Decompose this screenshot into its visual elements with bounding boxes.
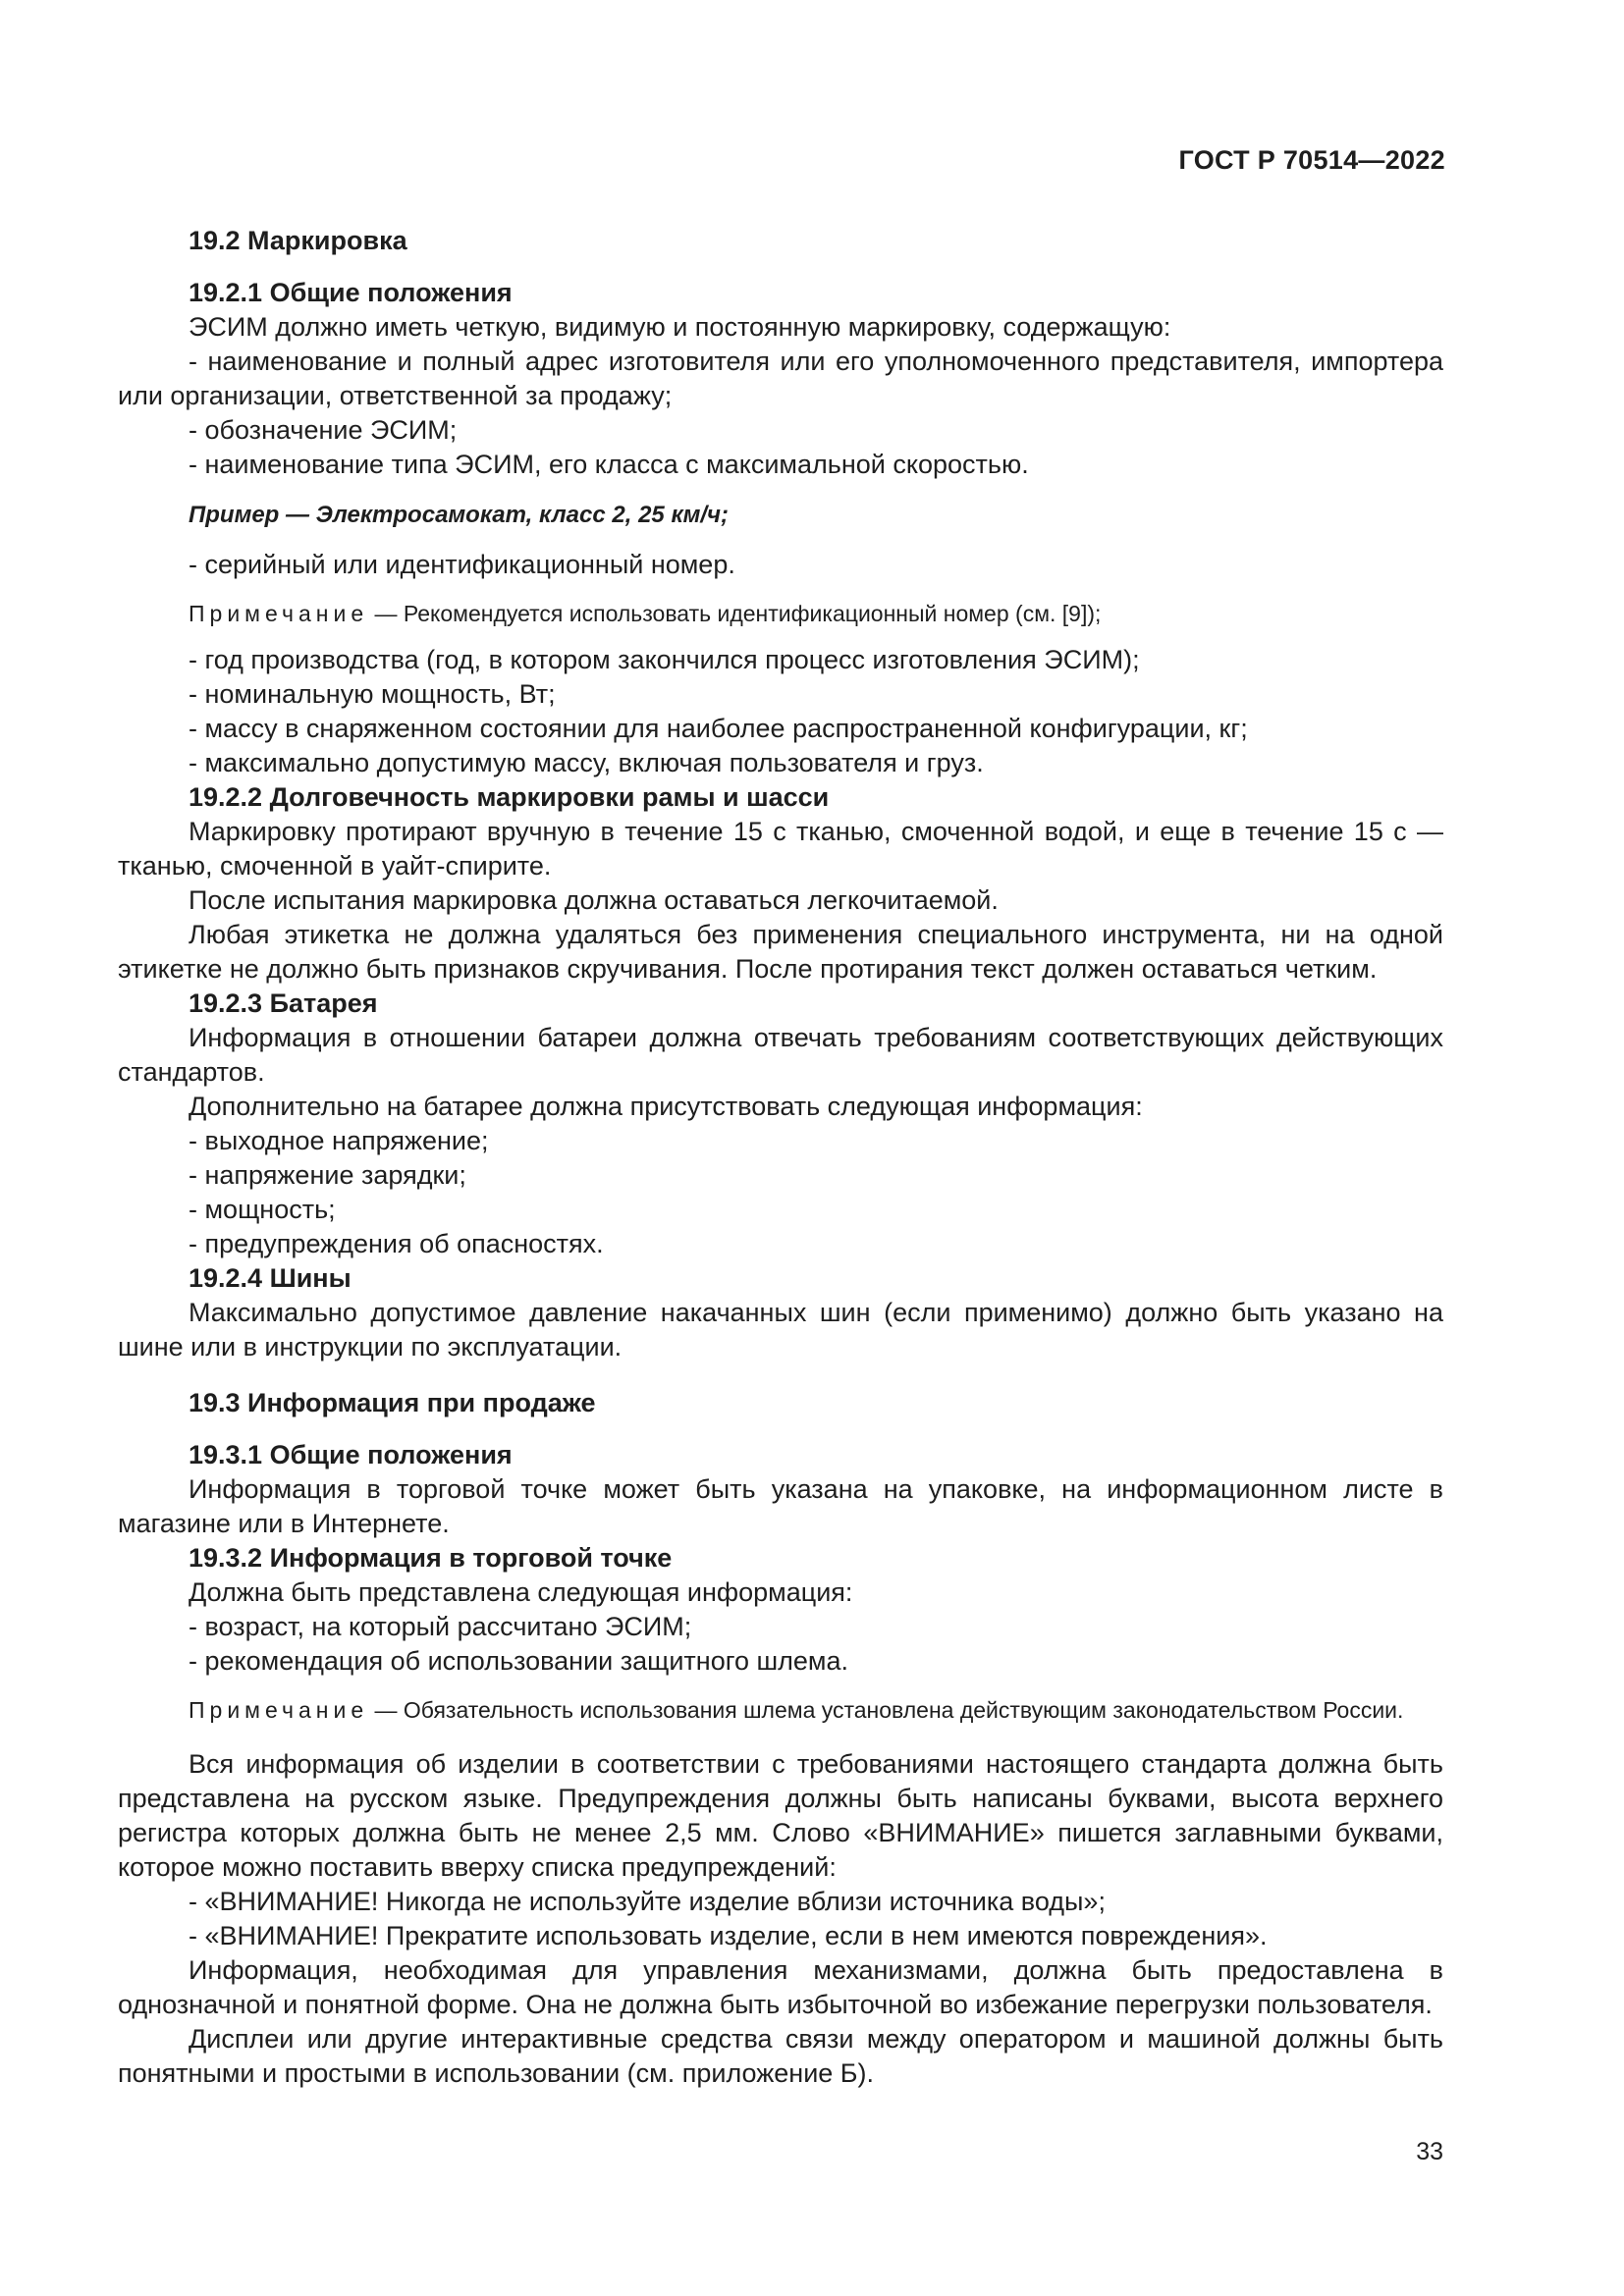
page-content — [118, 224, 1443, 2091]
subsection-heading-19-2-3: 19.2.3 Батарея — [189, 988, 378, 1018]
example-text: Пример — Электросамокат, класс 2, 25 км/ч; — [189, 502, 730, 528]
paragraph: После испытания маркировка должна оставаться легкочитаемой. — [189, 885, 999, 915]
note-label: Примечание — [189, 1697, 369, 1723]
note-text: — Обязательность использования шлема установлена действующим законодательством России. — [368, 1697, 1404, 1723]
paragraph: Дисплеи или другие интерактивные средства связи между оператором и машиной должны быть понятными и простыми в использовании (см. приложение Б). — [118, 2024, 1443, 2088]
list-item: - наименование и полный адрес изготовителя или его уполномоченного представителя, импортера или организации, ответственной за продажу; — [118, 347, 1443, 410]
document-code: ГОСТ Р 70514—2022 — [1178, 145, 1445, 175]
list-item: - массу в снаряженном состоянии для наиболее распространенной конфигурации, кг; — [189, 714, 1248, 743]
list-item: - «ВНИМАНИЕ! Никогда не используйте изделие вблизи источника воды»; — [189, 1887, 1106, 1916]
note-label: Примечание — [189, 601, 369, 626]
section-heading-19-2: 19.2 Маркировка — [189, 226, 407, 255]
list-item: - выходное напряжение; — [189, 1126, 489, 1155]
list-item: - возраст, на который рассчитано ЭСИМ; — [189, 1612, 692, 1641]
page-number: 33 — [1416, 2138, 1443, 2165]
list-item: - номинальную мощность, Вт; — [189, 679, 556, 709]
paragraph: Информация, необходимая для управления механизмами, должна быть предоставлена в однозначной и понятной форме. Она не должна быть избыточной во избежание перегрузки пользователя. — [118, 1955, 1443, 2019]
list-item: - обозначение ЭСИМ; — [189, 415, 458, 445]
list-item: - мощность; — [189, 1195, 336, 1224]
paragraph: Маркировку протирают вручную в течение 15 с тканью, смоченной водой, и еще в течение 15 с — тканью, смоченной в уайт-спирите. — [118, 817, 1443, 881]
note — [118, 1694, 1443, 1726]
list-item: - напряжение зарядки; — [189, 1160, 466, 1190]
paragraph: Любая этикетка не должна удаляться без применения специального инструмента, ни на одной этикетке не должно быть признаков скручивания. После протирания текст должен оставаться четким. — [118, 920, 1443, 984]
subsection-heading-19-2-2: 19.2.2 Долговечность маркировки рамы и шасси — [189, 782, 830, 812]
note — [118, 598, 1443, 629]
list-item: - год производства (год, в котором закончился процесс изготовления ЭСИМ); — [189, 645, 1140, 674]
list-item: - наименование типа ЭСИМ, его класса с максимальной скоростью. — [189, 450, 1029, 479]
paragraph: Информация в торговой точке может быть указана на упаковке, на информационном листе в магазине или в Интернете. — [118, 1474, 1443, 1538]
list-item: - максимально допустимую массу, включая пользователя и груз. — [189, 748, 984, 777]
paragraph: Максимально допустимое давление накачанных шин (если применимо) должно быть указано на шине или в инструкции по эксплуатации. — [118, 1298, 1443, 1362]
subsection-heading-19-2-4: 19.2.4 Шины — [189, 1263, 352, 1293]
list-item: - рекомендация об использовании защитного шлема. — [189, 1646, 849, 1676]
list-item: - серийный или идентификационный номер. — [189, 550, 735, 579]
section-heading-19-3: 19.3 Информация при продаже — [189, 1388, 596, 1417]
paragraph: ЭСИМ должно иметь четкую, видимую и постоянную маркировку, содержащую: — [189, 312, 1171, 342]
subsection-heading-19-3-2: 19.3.2 Информация в торговой точке — [189, 1543, 673, 1573]
subsection-heading-19-3-1: 19.3.1 Общие положения — [189, 1440, 513, 1469]
paragraph: Информация в отношении батареи должна отвечать требованиям соответствующих действующих стандартов. — [118, 1023, 1443, 1087]
list-item: - предупреждения об опасностях. — [189, 1229, 604, 1258]
subsection-heading-19-2-1: 19.2.1 Общие положения — [189, 278, 513, 307]
paragraph: Дополнительно на батарее должна присутствовать следующая информация: — [189, 1092, 1143, 1121]
list-item: - «ВНИМАНИЕ! Прекратите использовать изделие, если в нем имеются повреждения». — [189, 1921, 1268, 1950]
paragraph: Вся информация об изделии в соответствии с требованиями настоящего стандарта должна быть представлена на русском языке. Предупреждения должны быть написаны буквами, высота верхнего регистра которых должна быть не менее 2,5 мм. Слово «ВНИМАНИЕ» пишется заглавными буквами, которое можно поставить вверху списка предупреждений: — [118, 1749, 1443, 1882]
note-text: — Рекомендуется использовать идентификационный номер (см. [9]); — [368, 601, 1102, 626]
paragraph: Должна быть представлена следующая информация: — [189, 1577, 853, 1607]
